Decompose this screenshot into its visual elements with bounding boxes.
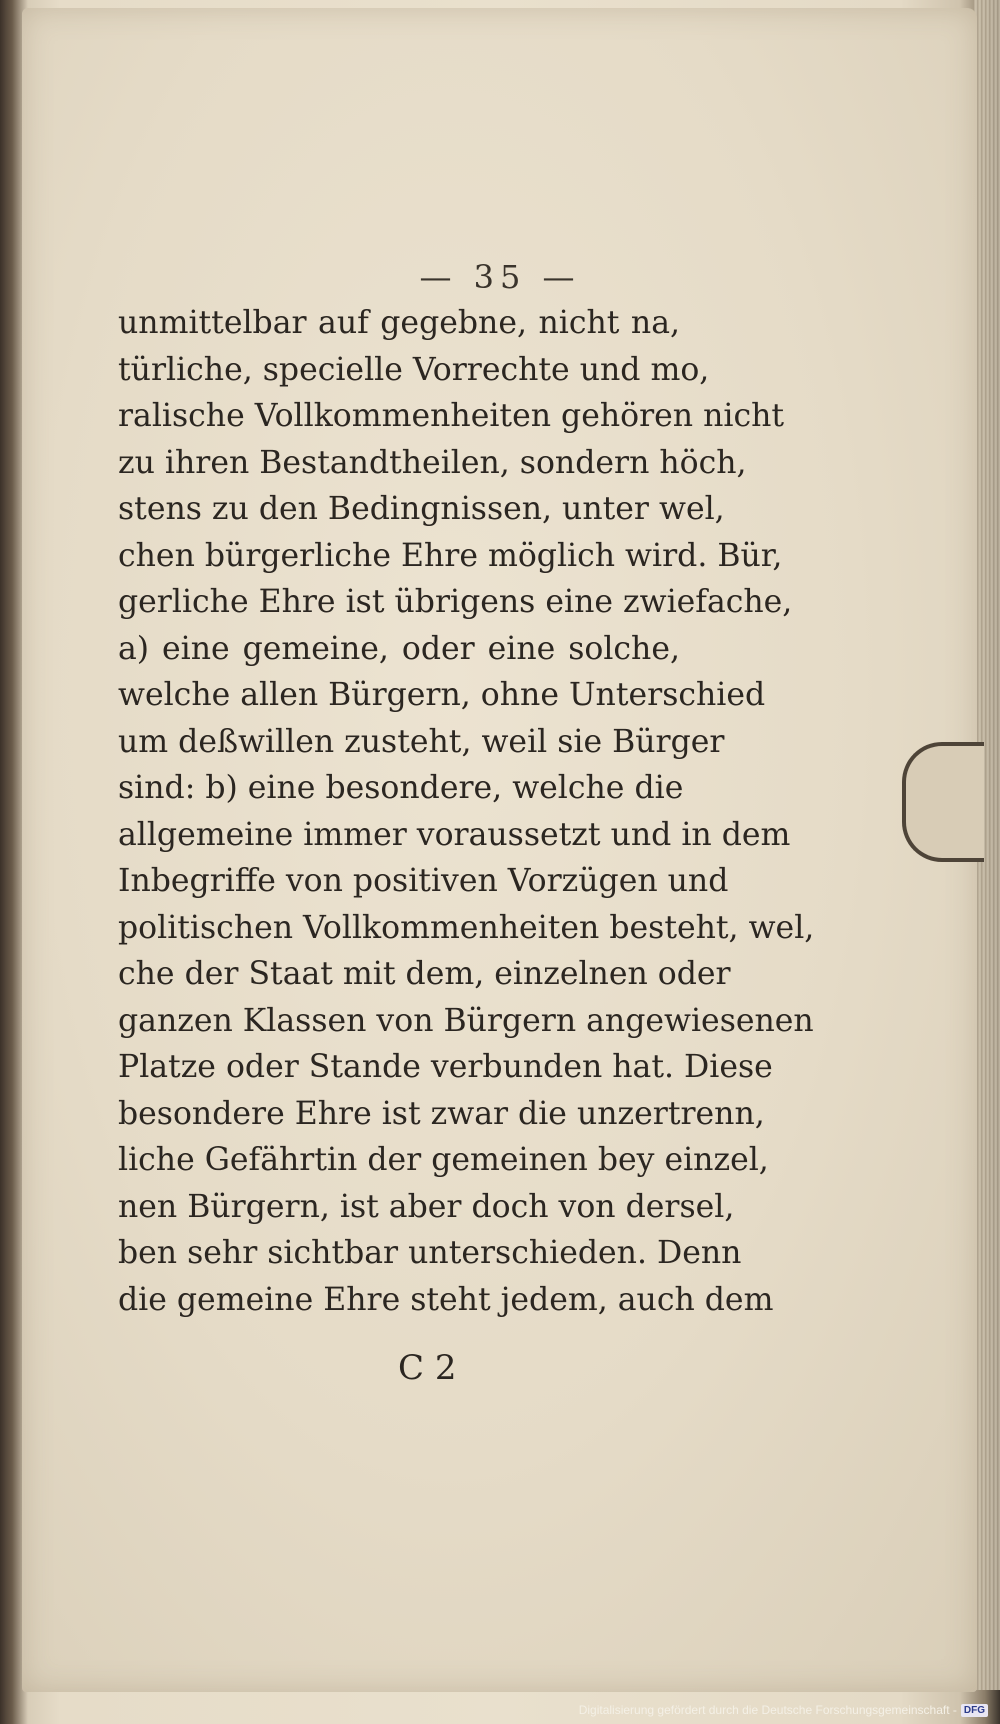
text-line: che der Staat mit dem, einzelnen oder [118,956,731,992]
text-line: ralische Vollkommenheiten gehören nicht [118,398,785,434]
text-line: Platze oder Stande verbunden hat. Diese [118,1049,773,1085]
text-line: Inbegriffe von positiven Vorzügen und [118,863,729,899]
text-line: liche Gefährtin der gemeinen bey einzel, [118,1142,769,1178]
text-line: ben sehr sichtbar unterschieden. Denn [118,1235,742,1271]
text-line: um deßwillen zusteht, weil sie Bürger [118,723,725,760]
text-line: gerliche Ehre ist übrigens eine zwiefache, [118,584,793,620]
text-line: ganzen Klassen von Bürgern angewiesenen [118,1002,814,1039]
text-line: welche allen Bürgern, ohne Unterschied [118,677,766,713]
credit-text: Digitalisierung gefördert durch die Deutsche Forschungsgemeinschaft - [578,1703,957,1717]
text-line: zu ihren Bestandtheilen, sondern höch, [118,444,747,481]
text-line: allgemeine immer voraussetzt und in dem [118,816,791,853]
text-line: stens zu den Bedingnissen, unter wel, [118,491,725,527]
text-line: a) eine gemeine, oder eine solche, [118,630,680,667]
text-line: unmittelbar auf gegebne, nicht na, [118,305,680,341]
text-line: nen Bürgern, ist aber doch von dersel, [118,1188,735,1225]
dfg-logo-icon: DFG [961,1704,988,1717]
body-text [118,300,815,1323]
signature-mark: C 2 [398,1348,457,1388]
page-number-header: — 35 — [419,258,581,296]
digitization-credit [579,1701,988,1719]
text-line: besondere Ehre ist zwar die unzertrenn, [118,1095,765,1132]
text-line: die gemeine Ehre steht jedem, auch dem [118,1281,774,1318]
text-line: chen bürgerliche Ehre möglich wird. Bür, [118,537,783,574]
text-line: politischen Vollkommenheiten besteht, wel, [118,909,815,946]
page-clip [902,742,984,862]
text-line: türliche, specielle Vorrechte und mo, [118,351,710,388]
text-line: sind: b) eine besondere, welche die [118,770,684,806]
